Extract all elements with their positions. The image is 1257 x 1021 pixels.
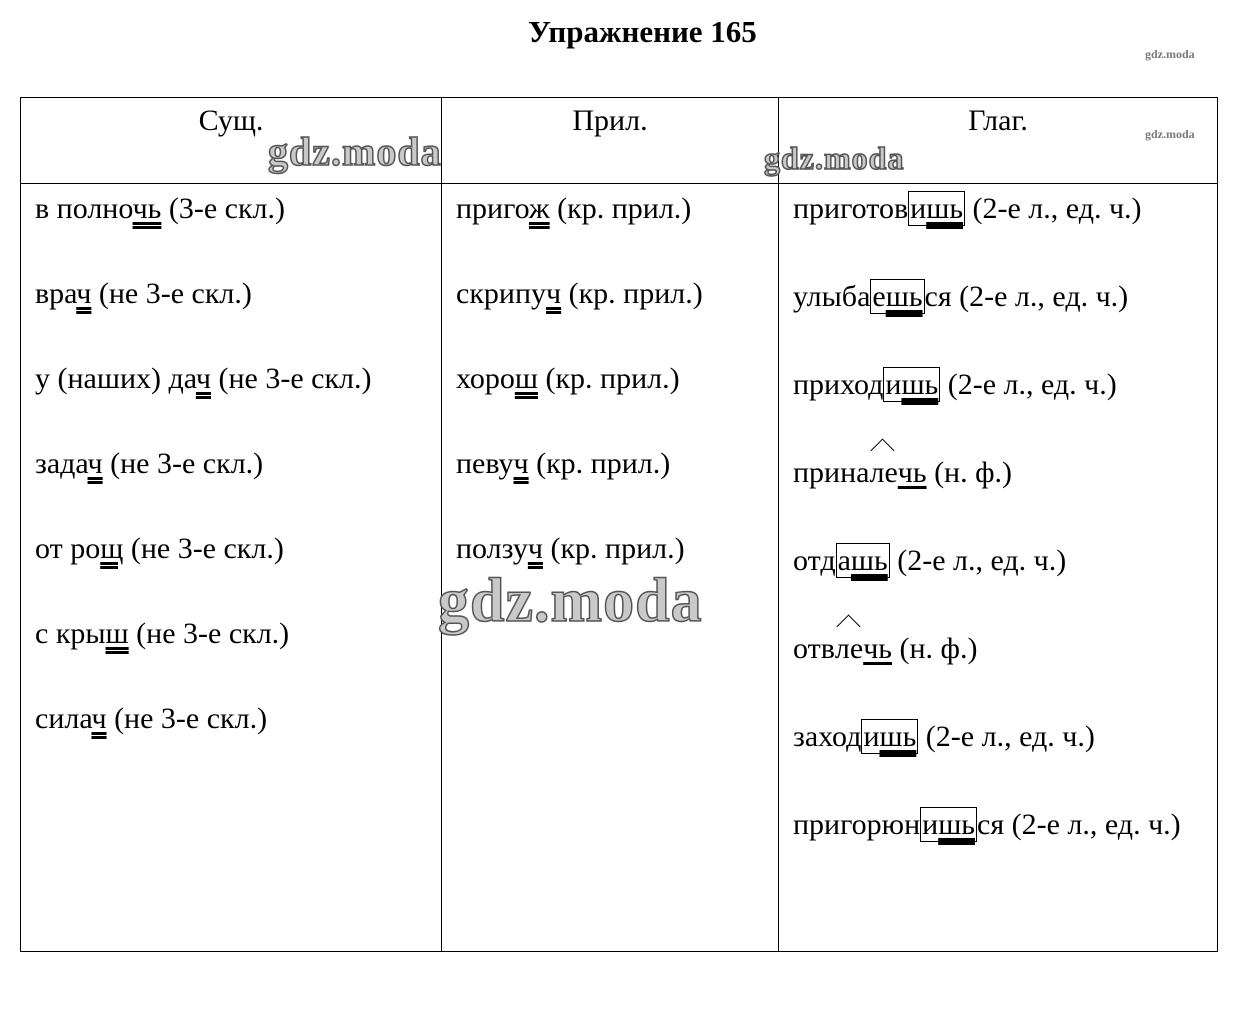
noun-item: врач (не 3-е скл.) bbox=[35, 277, 252, 310]
watermark-small-header: gdz.moda bbox=[1145, 127, 1195, 141]
noun-item: задач (не 3-е скл.) bbox=[35, 447, 264, 480]
watermark-center: gdz.moda bbox=[438, 567, 703, 635]
verb-item: приготовишь (2-е л., ед. ч.) bbox=[793, 192, 1142, 225]
noun-item: от рощ (не 3-е скл.) bbox=[35, 532, 284, 565]
page-title: Упражнение 165 bbox=[528, 14, 757, 49]
verb-item: приходишь (2-е л., ед. ч.) bbox=[793, 368, 1117, 401]
watermark-header-right: gdz.moda bbox=[764, 140, 905, 176]
verb-item: пригорюнишься (2-е л., ед. ч.) bbox=[793, 808, 1181, 841]
nouns-column bbox=[21, 184, 442, 952]
adjective-item: скрипуч (кр. прил.) bbox=[456, 277, 703, 310]
adjective-item: пригож (кр. прил.) bbox=[456, 192, 692, 225]
verbs-column bbox=[779, 184, 1218, 952]
verb-item: приналечь (н. ф.) bbox=[793, 456, 1013, 489]
watermark-header-left: gdz.moda bbox=[268, 129, 442, 174]
noun-item: у (наших) дач (не 3-е скл.) bbox=[35, 362, 372, 395]
root-arc: ле bbox=[834, 632, 864, 665]
adjective-item: певуч (кр. прил.) bbox=[456, 447, 671, 480]
adjective-item: хорош (кр. прил.) bbox=[456, 362, 680, 395]
exercise-table bbox=[20, 97, 1218, 952]
noun-item: с крыш (не 3-е скл.) bbox=[35, 617, 290, 650]
adjective-item: ползуч (кр. прил.) bbox=[456, 532, 685, 565]
header-nouns: Сущ. bbox=[21, 98, 442, 184]
verb-item: заходишь (2-е л., ед. ч.) bbox=[793, 720, 1095, 753]
verb-item: улыбаешься (2-е л., ед. ч.) bbox=[793, 280, 1129, 313]
header-adjectives: Прил. bbox=[442, 98, 779, 184]
noun-item: в полночь (3-е скл.) bbox=[35, 192, 286, 225]
verb-item: отвлечь (н. ф.) bbox=[793, 632, 978, 665]
noun-item: силач (не 3-е скл.) bbox=[35, 702, 268, 735]
root-arc: ле bbox=[869, 456, 898, 489]
verb-item: отдашь (2-е л., ед. ч.) bbox=[793, 544, 1067, 577]
watermark-small-top: gdz.moda bbox=[1145, 47, 1195, 61]
header-verbs: Глаг. bbox=[779, 98, 1218, 184]
